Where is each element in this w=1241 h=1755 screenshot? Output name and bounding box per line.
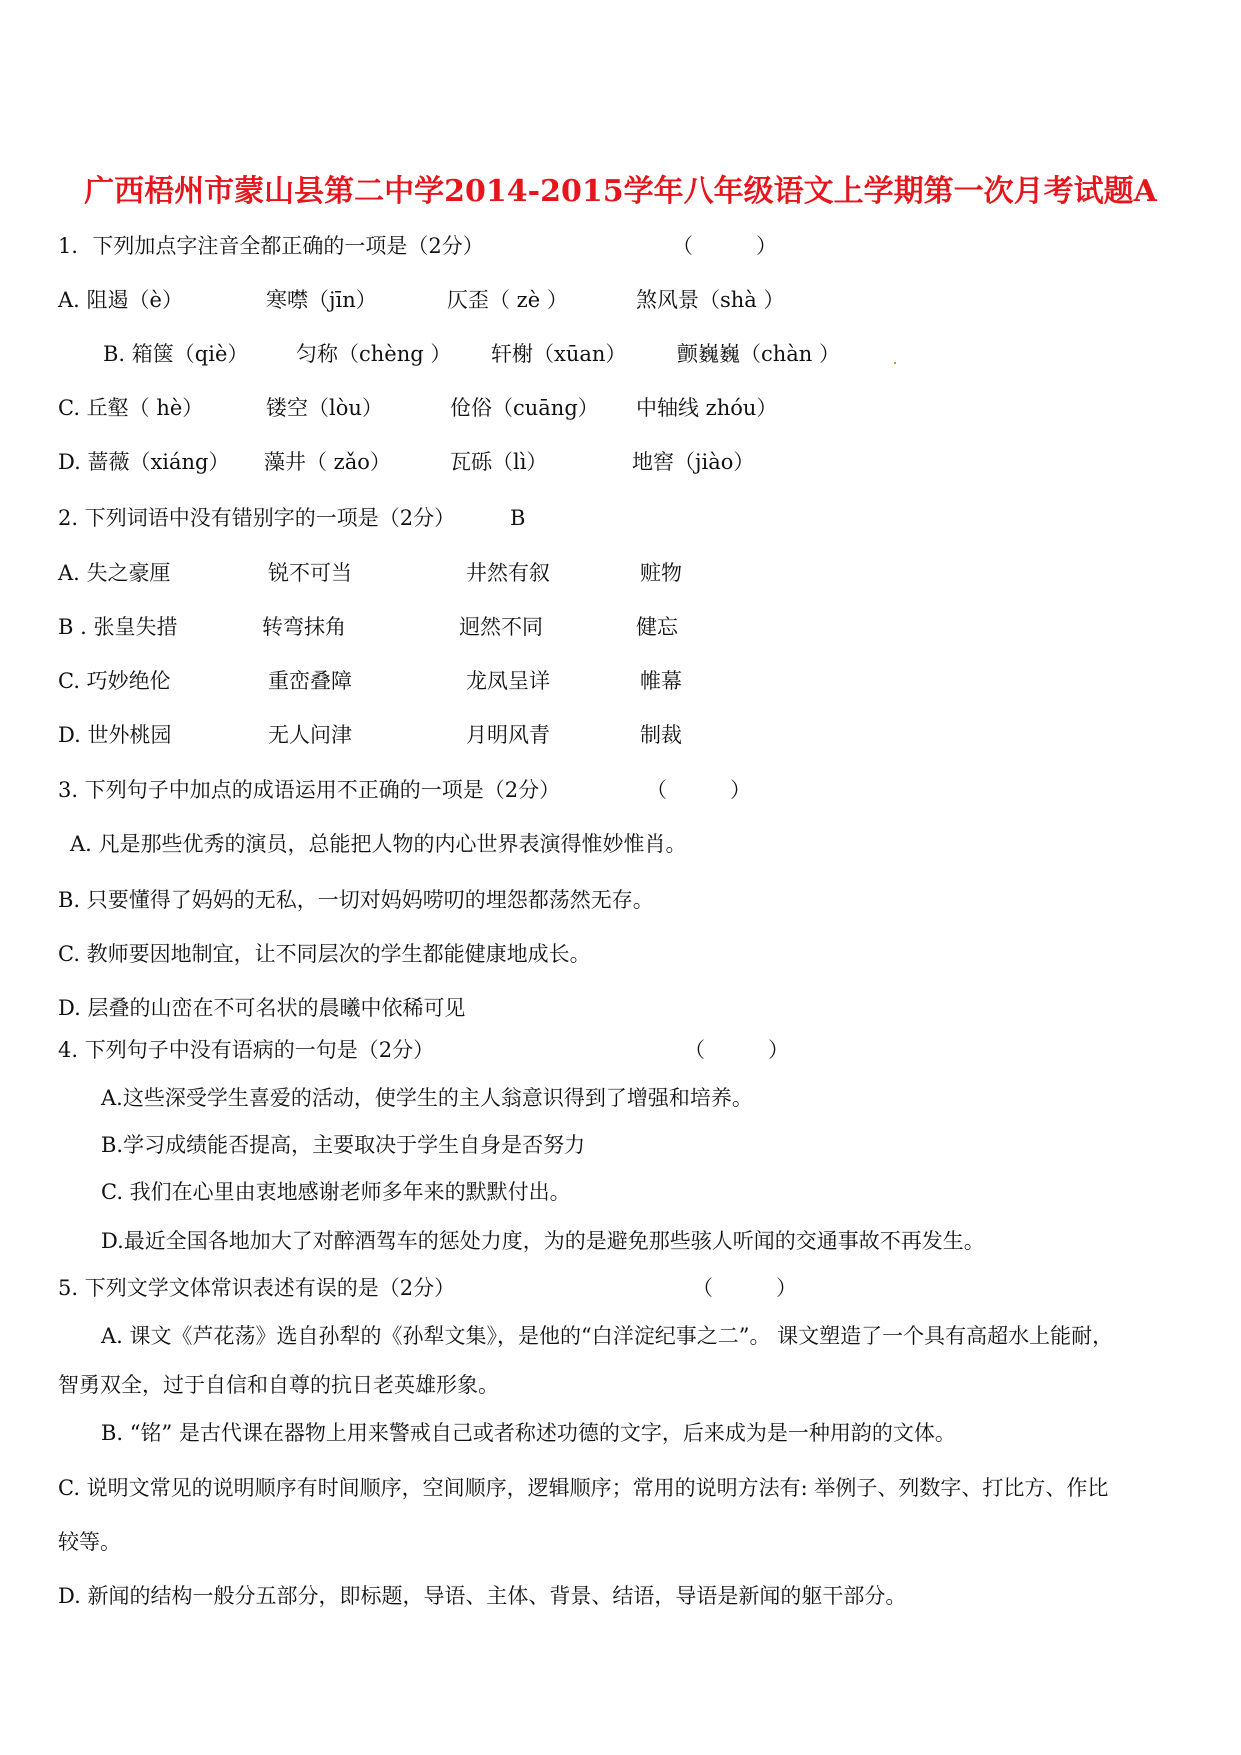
q2-option-d-3: 月明风青 [466, 723, 550, 747]
q4-answer-blank: （ ） [684, 1038, 789, 1062]
q1-stem: 1．下列加点字注音全都正确的一项是（2分） [58, 234, 484, 258]
q2-option-d-4: 制裁 [640, 723, 682, 747]
q3-option-c: C. 教师要因地制宜，让不同层次的学生都能健康地成长。 [58, 942, 591, 966]
q4-stem: 4. 下列句子中没有语病的一句是（2分） [58, 1038, 435, 1062]
q2-option-d-2: 无人问津 [268, 723, 352, 747]
q1-option-c-4: 中轴线 zhóu） [636, 396, 778, 420]
q2-option-a-4: 赃物 [640, 561, 682, 585]
q4-option-c: C. 我们在心里由衷地感谢老师多年来的默默付出。 [101, 1180, 571, 1204]
q2-option-b-1: B . 张皇失措 [58, 615, 178, 639]
q2-option-d-1: D. 世外桃园 [58, 723, 172, 747]
q4-option-b: B.学习成绩能否提高，主要取决于学生自身是否努力 [101, 1133, 586, 1157]
q4-option-a: A.这些深受学生喜爱的活动，使学生的主人翁意识得到了增强和培养。 [101, 1086, 753, 1110]
q2-option-b-3: 迥然不同 [459, 615, 543, 639]
q5-answer-blank: （ ） [692, 1276, 797, 1300]
q3-option-d: D. 层叠的山峦在不可名状的晨曦中依稀可见 [58, 996, 466, 1020]
q1-option-d-4: 地窖（jiào） [632, 450, 755, 474]
q5-stem: 5. 下列文学文体常识表述有误的是（2分） [58, 1276, 456, 1300]
q3-option-a: A. 凡是那些优秀的演员，总能把人物的内心世界表演得惟妙惟肖。 [70, 832, 687, 856]
q1-option-c-1: C. 丘壑（ hè） [58, 396, 204, 420]
q2-option-b-2: 转弯抹角 [262, 615, 346, 639]
q5-option-c-line2: 较等。 [58, 1530, 121, 1554]
q1-option-a-2: 寒噤（jīn） [266, 288, 377, 312]
q1-option-b-1: B. 箱箧（qiè） [103, 342, 249, 366]
q2-stem: 2. 下列词语中没有错别字的一项是（2分） [58, 506, 456, 530]
q5-option-b: B. “铭” 是古代课在器物上用来警戒自己或者称述功德的文字，后来成为是一种用韵的文体。 [101, 1421, 956, 1445]
q1-option-b-3: 轩榭（xūan） [491, 342, 627, 366]
q1-option-a-3: 仄歪（ zè ） [447, 288, 568, 312]
page-title: 广西梧州市蒙山县第二中学2014-2015学年八年级语文上学期第一次月考试题A [84, 174, 1157, 209]
q1-option-c-3: 伧俗（cuāng） [450, 396, 599, 420]
q1-option-d-2: 藻井（ zǎo） [264, 450, 391, 474]
q1-option-b-2: 匀称（chèng ） [296, 342, 452, 366]
q2-option-c-2: 重峦叠障 [268, 669, 352, 693]
q2-answer: B [510, 506, 526, 530]
q5-option-a-line2: 智勇双全，过于自信和自尊的抗日老英雄形象。 [58, 1373, 499, 1397]
q4-option-d: D.最近全国各地加大了对醉酒驾车的惩处力度，为的是避免那些骇人听闻的交通事故不再发生。 [101, 1229, 985, 1253]
q1-option-d-3: 瓦砾（lì） [450, 450, 548, 474]
q1-option-a-1: A. 阻遏（è） [58, 288, 183, 312]
q1-option-a-4: 煞风景（shà ） [636, 288, 785, 312]
q2-option-a-2: 锐不可当 [268, 561, 352, 585]
q5-option-d: D. 新闻的结构一般分五部分，即标题，导语、主体、背景、结语，导语是新闻的躯干部分。 [58, 1584, 907, 1608]
q1-option-c-2: 镂空（lòu） [266, 396, 383, 420]
q3-option-b: B. 只要懂得了妈妈的无私，一切对妈妈唠叨的埋怨都荡然无存。 [58, 888, 654, 912]
decorative-dot [894, 362, 896, 364]
q2-option-b-4: 健忘 [636, 615, 678, 639]
q5-option-a-line1: A. 课文《芦花荡》选自孙犁的《孙犁文集》，是他的“白洋淀纪事之二”。 课文塑造了一个具有高超水上能耐， [101, 1324, 1114, 1348]
q3-answer-blank: （ ） [646, 778, 751, 802]
q2-option-c-1: C. 巧妙绝伦 [58, 669, 171, 693]
q1-option-d-1: D. 蔷薇（xiáng） [58, 450, 230, 474]
q2-option-c-3: 龙凤呈详 [466, 669, 550, 693]
q1-option-b-4: 颤巍巍（chàn ） [677, 342, 841, 366]
q1-answer-blank: （ ） [672, 234, 777, 258]
q2-option-a-1: A. 失之豪厘 [58, 561, 171, 585]
q2-option-a-3: 井然有叙 [466, 561, 550, 585]
q3-stem: 3. 下列句子中加点的成语运用不正确的一项是（2分） [58, 778, 561, 802]
q2-option-c-4: 帷幕 [640, 669, 682, 693]
q5-option-c-line1: C. 说明文常见的说明顺序有时间顺序，空间顺序，逻辑顺序；常用的说明方法有: 举例子、列数字、打比方、作比 [58, 1476, 1109, 1500]
